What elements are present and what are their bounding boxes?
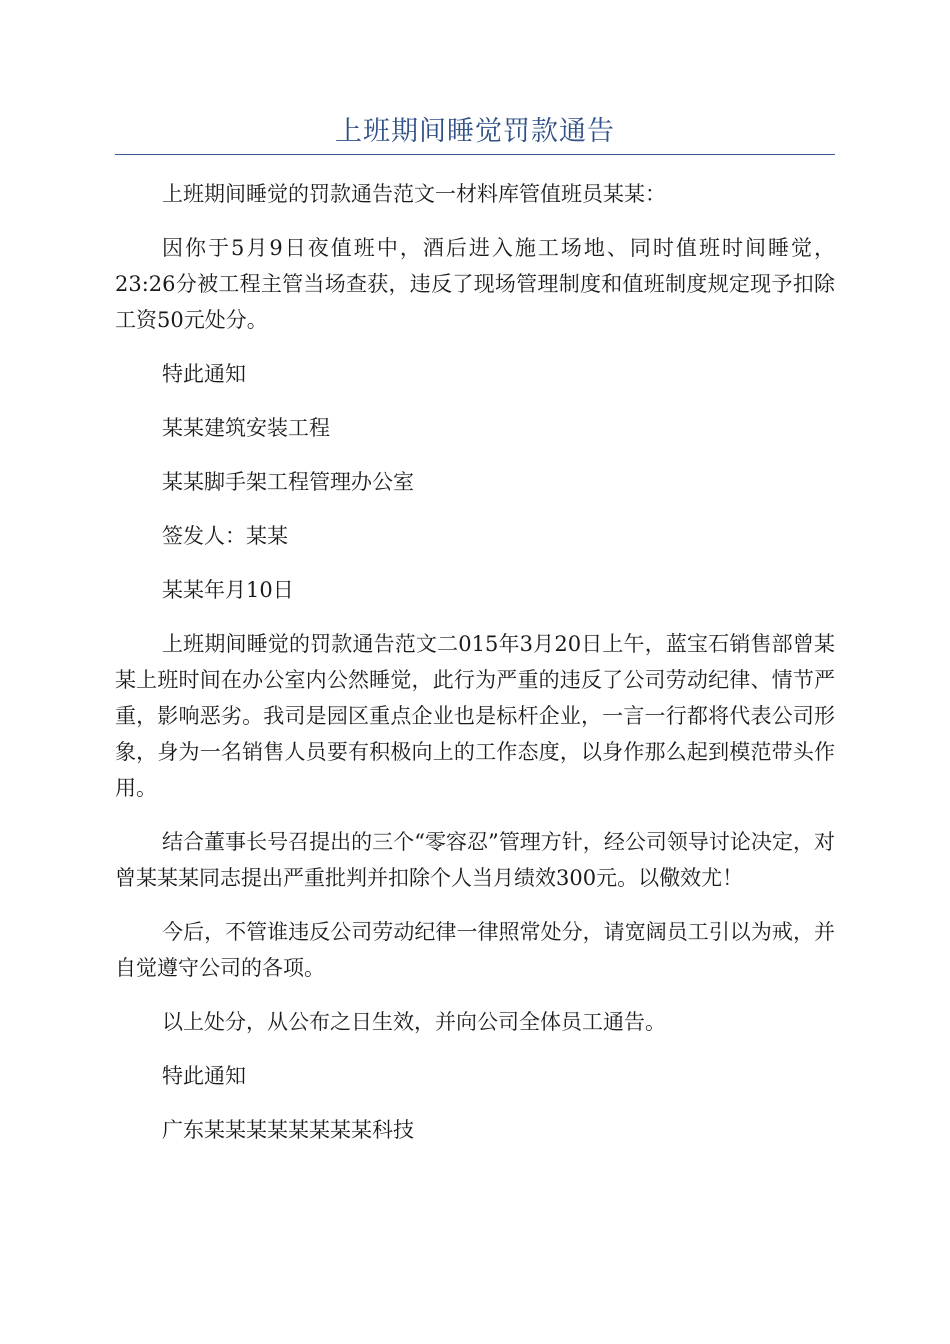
document-body [115,176,835,1166]
paragraph-company-2: 广东某某某某某某某某科技 [162,1118,414,1142]
paragraph-decision: 结合董事长号召提出的三个“零容忍”管理方针，经公司领导讨论决定，对曾某某某同志提出严重批判并扣除个人当月绩效300元。以儆效尤！ [115,830,835,890]
paragraph-office: 某某脚手架工程管理办公室 [162,470,414,494]
title-underline [115,154,835,155]
paragraph-effective: 以上处分，从公布之日生效，并向公司全体员工通告。 [162,1010,666,1034]
paragraph-notice-2: 特此通知 [162,1064,246,1088]
document-title: 上班期间睡觉罚款通告 [335,116,615,147]
paragraph-violation: 因你于5月9日夜值班中，酒后进入施工场地、同时值班时间睡觉，23:26分被工程主管当场查获，违反了现场管理制度和值班制度规定现予扣除工资50元处分。 [115,236,835,332]
paragraph-date: 某某年月10日 [162,578,294,602]
paragraph-notice: 特此通知 [162,362,246,386]
paragraph-company: 某某建筑安装工程 [162,416,330,440]
paragraph-intro: 上班期间睡觉的罚款通告范文一材料库管值班员某某： [162,182,666,206]
paragraph-future: 今后，不管谁违反公司劳动纪律一律照常处分，请宽阔员工引以为戒，并自觉遵守公司的各项。 [115,920,835,980]
paragraph-signer: 签发人：某某 [162,524,288,548]
paragraph-example-two: 上班期间睡觉的罚款通告范文二015年3月20日上午，蓝宝石销售部曾某某上班时间在办公室内公然睡觉，此行为严重的违反了公司劳动纪律、情节严重，影响恶劣。我司是园区重点企业也是标杆企业，一言一行都将代表公司形象，身为一名销售人员要有积极向上的工作态度，以身作那么起到模范带头作用。 [115,632,835,800]
